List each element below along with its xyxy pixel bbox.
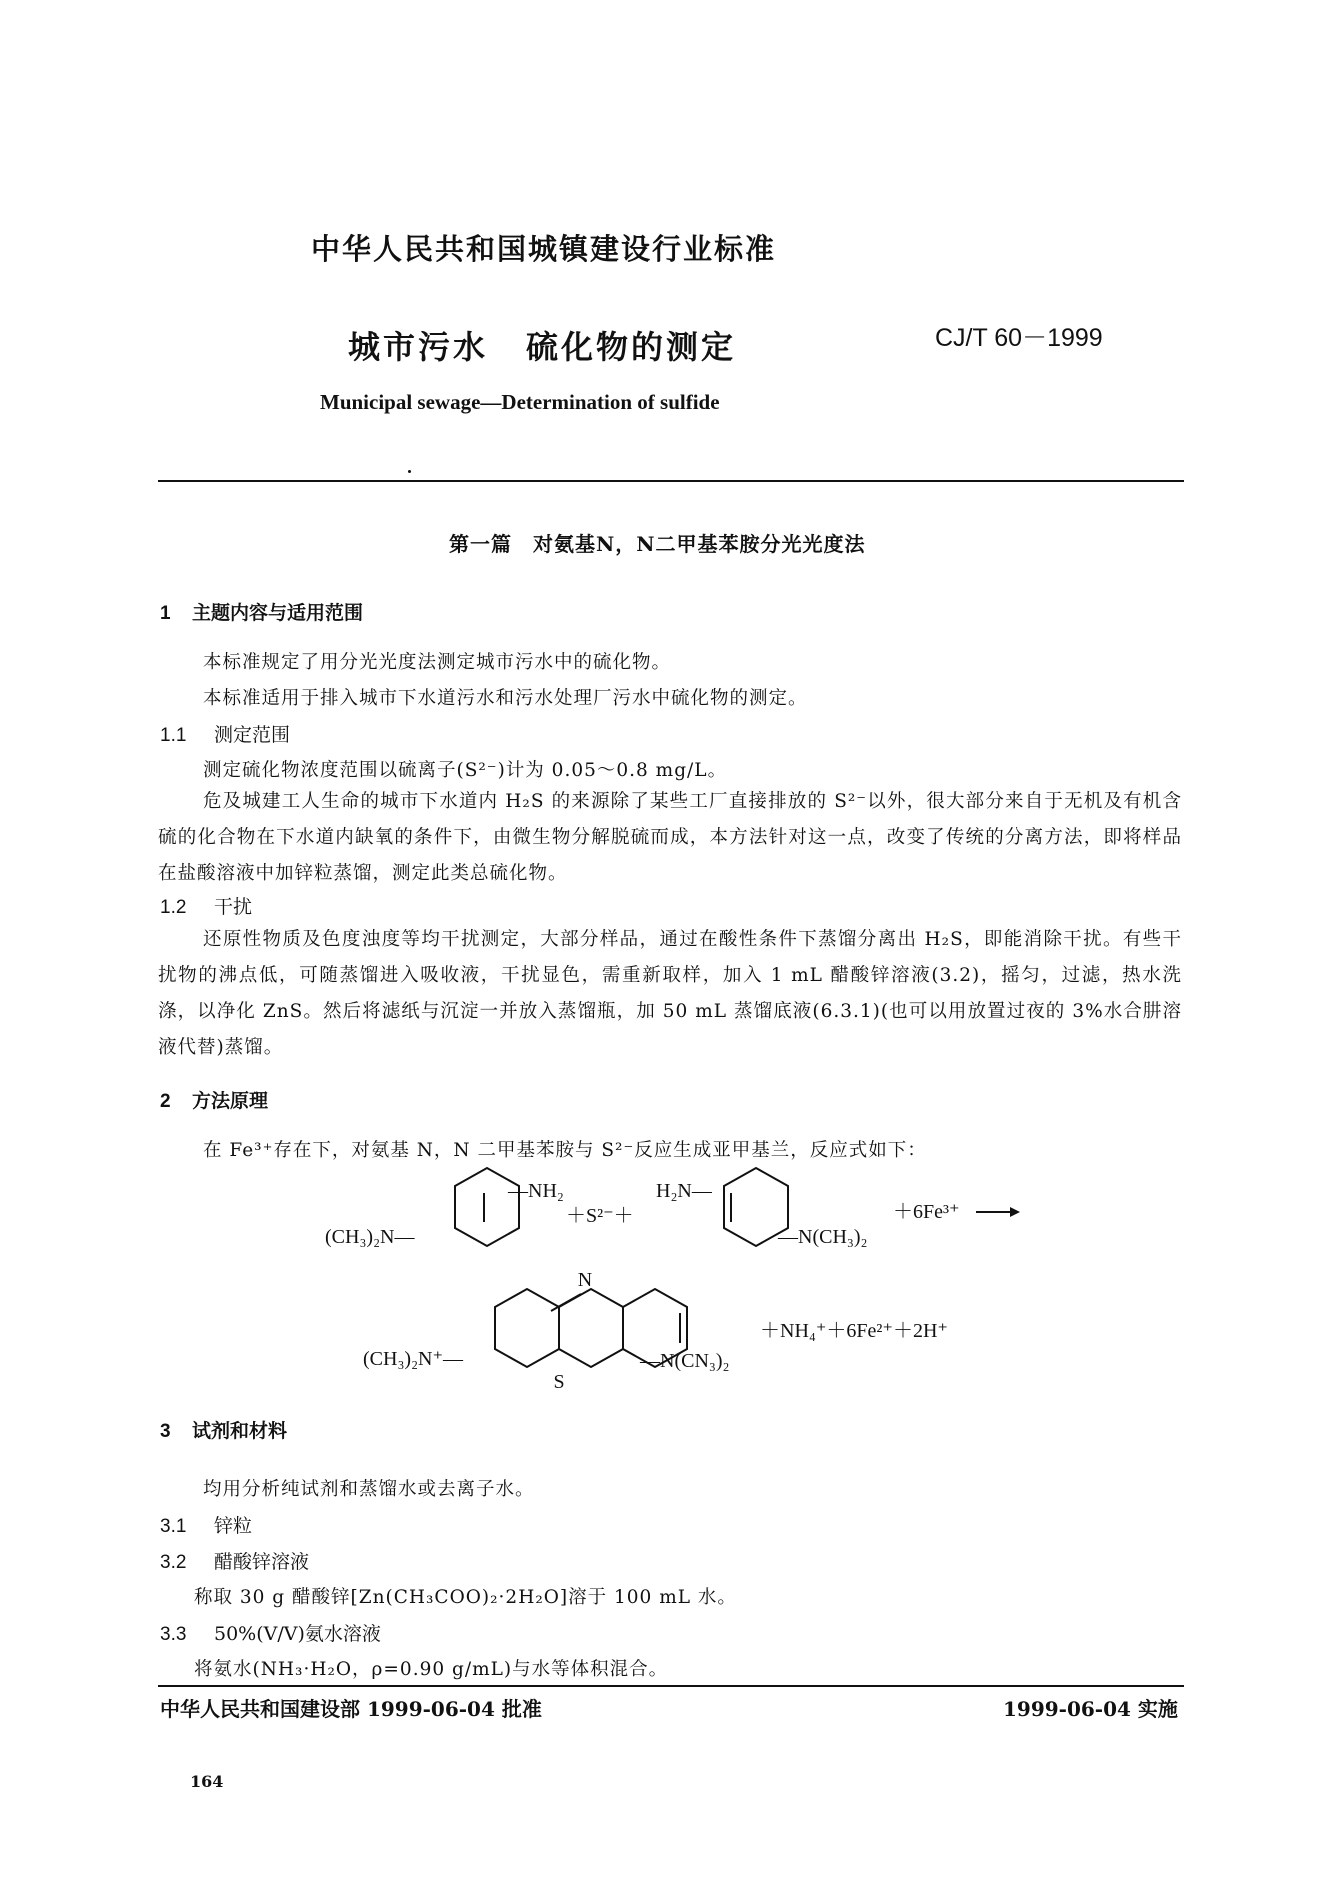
product-byproducts: ＋NH₄⁺＋6Fe²⁺＋2H⁺ [760,1320,948,1342]
product-right-group: —N(CN₃)₂ [640,1350,730,1372]
section-3-number: 3 [160,1421,171,1442]
section-3-1-number: 3.1 [160,1516,187,1537]
section-3-3-heading [160,1619,381,1646]
section-3-3-para-1: 将氨水(NH₃·H₂O，ρ=0.90 g/mL)与水等体积混合。 [194,1659,669,1680]
section-1-1-number: 1.1 [160,725,187,746]
section-1-2-para-1: 还原性物质及色度浊度等均干扰测定，大部分样品，通过在酸性条件下蒸馏分离出 H₂S，即能消除干扰。有些干扰物的沸点低，可随蒸馏进入吸收液，干扰显色，需重新取样，加入 1 mL 醋酸锌溶液(3.2)，摇匀，过滤，热水洗涤，以净化 ZnS。然后将滤纸与沉淀一并放入蒸馏瓶，加 50 mL 蒸馏底液(6.3.1)(也可以用放置过夜的 3%水合肼溶液代替)蒸馏。 [158,929,1182,1058]
section-3-3-title: 50%(V/V)氨水溶液 [214,1623,381,1645]
product-left-group: (CH₃)₂N⁺— [363,1348,464,1370]
title-part1: 城市污水 [348,328,489,366]
section-3-2-number: 3.2 [160,1552,187,1573]
section-3-3-number: 3.3 [160,1624,187,1645]
english-title: Municipal sewage—Determination of sulfide [320,390,720,414]
product-ring-nitrogen: N [577,1269,593,1291]
section-1-title: 主题内容与适用范围 [192,602,364,624]
section-3-1-heading [160,1511,252,1538]
section-3-title: 试剂和材料 [192,1420,288,1442]
section-3-1-title: 锌粒 [214,1515,253,1537]
section-1-1-title: 测定范围 [214,724,291,746]
section-1-1-para-1: 测定硫化物浓度范围以硫离子(S²⁻)计为 0.05～0.8 mg/L。 [203,760,728,781]
ferric-ion-term: ＋6Fe³⁺ [893,1201,960,1223]
reactant-1-amine: —NH₂ [508,1180,564,1202]
section-2-number: 2 [160,1091,171,1112]
implementation-date: 1999-06-04 实施 [1003,1697,1178,1721]
title-part2: 硫化物的测定 [526,328,737,366]
product-left-ring [495,1289,559,1367]
section-1-para-2: 本标准适用于排入城市下水道污水和污水处理厂污水中硫化物的测定。 [203,688,808,709]
sulfide-ion-term: ＋S²⁻＋ [566,1205,634,1227]
approval-note: 中华人民共和国建设部 1999-06-04 批准 [160,1697,542,1721]
section-1-1-para-2: 危及城建工人生命的城市下水道内 H₂S 的来源除了某些工厂直接排放的 S²⁻以外，很大部分来自于无机及有机含硫的化合物在下水道内缺氧的条件下，由微生物分解脱硫而成，本方法针对这一点，改变了传统的分离方法，即将样品在盐酸溶液中加锌粒蒸馏，测定此类总硫化物。 [158,791,1182,884]
reactant-2-amine: H₂N— [656,1180,712,1202]
section-1-2-number: 1.2 [160,897,187,918]
section-3-2-heading [160,1547,309,1574]
standard-code: CJ/T 60－1999 [935,324,1103,352]
part-title: 第一篇 对氨基N，N二甲基苯胺分光光度法 [449,532,866,556]
section-2-para-1: 在 Fe³⁺存在下，对氨基 N，N 二甲基苯胺与 S²⁻反应生成亚甲基兰，反应式如下： [203,1140,927,1161]
reactant-2-right-group: —N(CH₃)₂ [778,1226,868,1248]
section-1-number: 1 [160,603,171,624]
reaction-arrow-head [1010,1207,1020,1217]
section-3-2-title: 醋酸锌溶液 [214,1551,310,1573]
standard-org-title: 中华人民共和国城镇建设行业标准 [311,232,777,266]
section-1-2-title: 干扰 [214,896,253,918]
section-3-heading [160,1416,287,1443]
product-ring-sulfur: S [553,1371,565,1393]
footer-rule [158,1685,1184,1687]
reactant-1-left-group: (CH₃)₂N— [325,1226,415,1248]
section-3-para-1: 均用分析纯试剂和蒸馏水或去离子水。 [203,1479,535,1500]
product-imine-double-bond [551,1294,581,1311]
section-3-2-para-1: 称取 30 g 醋酸锌[Zn(CH₃COO)₂·2H₂O]溶于 100 mL 水。 [194,1587,737,1608]
page-number: 164 [190,1772,224,1791]
section-2-title: 方法原理 [192,1090,269,1112]
section-1-para-1: 本标准规定了用分光光度法测定城市污水中的硫化物。 [203,652,672,673]
